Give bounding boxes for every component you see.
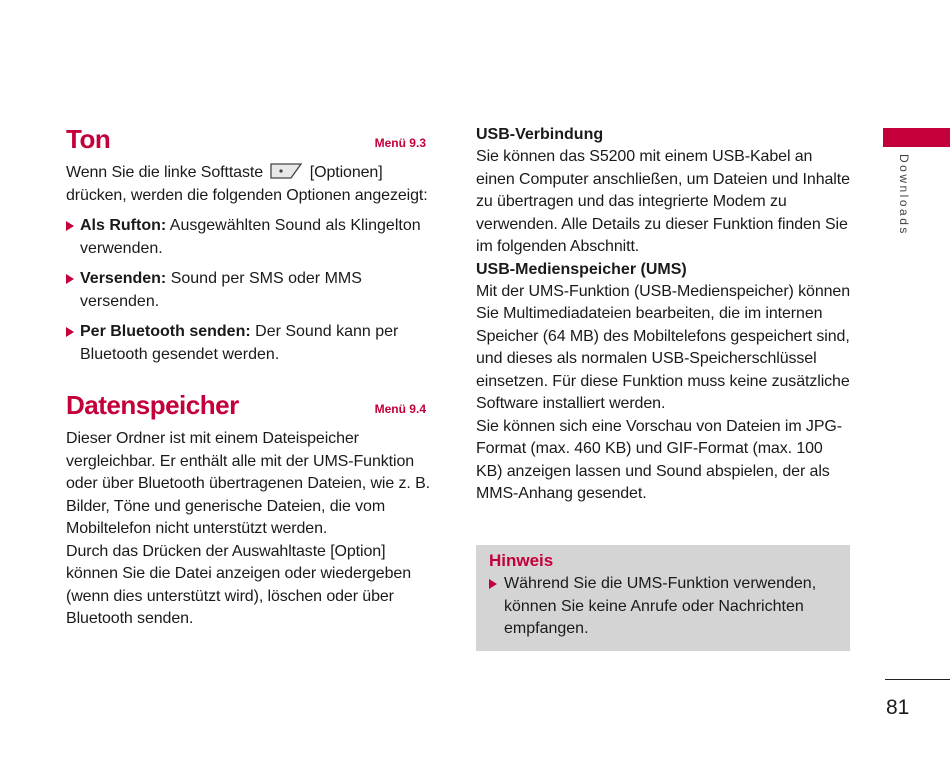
note-box bbox=[476, 545, 850, 651]
ton-intro bbox=[66, 162, 436, 207]
note-body bbox=[489, 573, 834, 641]
datenspeicher-title: Datenspeicher bbox=[66, 390, 239, 420]
bullet-term: Als Rufton: bbox=[80, 217, 167, 234]
bullet-text: Der Sound kann per Bluetooth gesendet werden. bbox=[80, 323, 399, 363]
datenspeicher-heading bbox=[66, 388, 436, 428]
page-number-rule bbox=[885, 679, 950, 680]
bullet-term: Versenden: bbox=[80, 270, 167, 287]
usb-text: Sie können das S5200 mit einem USB-Kabel an einen Computer anschließen, um Dateien und Inhalte zu übertragen und das integrierte Modem zu verwenden. Alle Details zu dieser Funktion finden Sie im folgenden Abschnitt. bbox=[476, 148, 850, 255]
ton-intro-post: [Optionen] bbox=[309, 164, 383, 181]
section-side-label: Downloads bbox=[897, 154, 911, 236]
ton-menu-ref: Menü 9.3 bbox=[374, 136, 426, 150]
datenspeicher-para-2: Durch das Drücken der Auswahltaste [Option] können Sie die Datei anzeigen oder wiedergeben (wenn dies unterstützt wird), löschen oder über Bluetooth senden. bbox=[66, 542, 411, 627]
datenspeicher-menu-ref: Menü 9.4 bbox=[374, 402, 426, 416]
ton-bullet-rufton bbox=[66, 215, 436, 260]
ton-title: Ton bbox=[66, 124, 111, 154]
left-softkey-icon bbox=[269, 162, 303, 180]
ton-bullet-versenden bbox=[66, 268, 436, 313]
usb-heading: USB-Verbindung bbox=[476, 126, 604, 143]
datenspeicher-para-1: Dieser Ordner ist mit einem Dateispeicher vergleichbar. Er enthält alle mit der UMS-Funktion oder über Bluetooth übertragenen Dateien, wie z. B. Bilder, Töne und generische Dateien, die vom Mobiltelefon nicht unterstützt werden. bbox=[66, 430, 431, 537]
bullet-term: Per Bluetooth senden: bbox=[80, 323, 251, 340]
bullet-text: Sound per SMS oder MMS versenden. bbox=[80, 270, 362, 310]
triangle-bullet-icon bbox=[66, 221, 74, 231]
note-text: Während Sie die UMS-Funktion verwenden, können Sie keine Anrufe oder Nachrichten empfangen. bbox=[504, 575, 817, 637]
ton-bullet-bluetooth bbox=[66, 321, 436, 366]
page-number: 81 bbox=[886, 696, 910, 719]
triangle-bullet-icon bbox=[66, 327, 74, 337]
ums-para-2: Sie können sich eine Vorschau von Dateien im JPG-Format (max. 460 KB) und GIF-Format (max. 100 KB) anzeigen lassen und Sound abspielen, der als MMS-Anhang gesendet. bbox=[476, 417, 842, 502]
ums-heading: USB-Medienspeicher (UMS) bbox=[476, 260, 687, 278]
ton-intro-pre: Wenn Sie die linke Softtaste bbox=[66, 164, 264, 181]
triangle-bullet-icon bbox=[489, 579, 497, 589]
section-tab-marker bbox=[883, 128, 950, 147]
left-column bbox=[66, 122, 436, 631]
ton-heading bbox=[66, 122, 436, 162]
ton-intro-line2: drücken, werden die folgenden Optionen angezeigt: bbox=[66, 186, 428, 204]
triangle-bullet-icon bbox=[66, 274, 74, 284]
ums-para-1: Mit der UMS-Funktion (USB-Medienspeicher) können Sie Multimediadateien bearbeiten, die im internen Speicher (64 MB) des Mobiltelefons gespeichert sind, und dieses als normalen USB-Speicherschlüssel einsetzen. Für diese Funktion muss keine zusätzliche Software installiert werden. bbox=[476, 282, 851, 412]
note-title: Hinweis bbox=[489, 551, 554, 570]
bullet-text: Ausgewählten Sound als Klingelton verwenden. bbox=[80, 217, 421, 257]
right-column bbox=[476, 124, 851, 506]
